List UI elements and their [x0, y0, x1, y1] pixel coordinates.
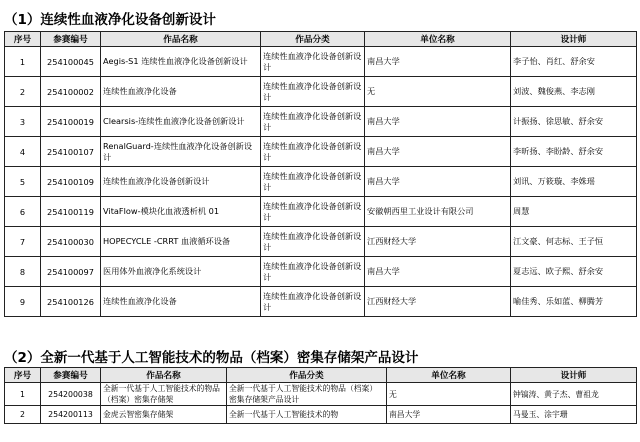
cell-category: 全新一代基于人工智能技术的物品（档案）密集存储架产品设计: [227, 383, 387, 406]
cell-work-name: 医用体外血液净化系统设计: [101, 257, 261, 287]
cell-work-name: 全新一代基于人工智能技术的物品（档案）密集存储架: [101, 383, 227, 406]
cell-organization: 南昌大学: [365, 167, 511, 197]
cell-category: 连续性血液净化设备创新设计: [261, 257, 365, 287]
cell-index: 5: [5, 167, 41, 197]
table-header-row: [5, 368, 637, 383]
table-row: [5, 383, 637, 406]
cell-entry-number: 254100045: [41, 47, 101, 77]
table-row: [5, 287, 637, 317]
table-row: [5, 167, 637, 197]
cell-category: 连续性血液净化设备创新设计: [261, 107, 365, 137]
header-designers: 设计师: [511, 32, 637, 47]
cell-work-name: 连续性血液净化设备创新设计: [101, 167, 261, 197]
header-organization: 单位名称: [365, 32, 511, 47]
cell-index: 9: [5, 287, 41, 317]
cell-index: 1: [5, 47, 41, 77]
cell-designers: 钟镐涛、黄子杰、曹祖龙: [511, 383, 637, 406]
cell-index: 2: [5, 406, 41, 424]
cell-designers: 江文豪、何志标、王子恒: [511, 227, 637, 257]
cell-designers: 李子怡、肖红、舒余安: [511, 47, 637, 77]
cell-entry-number: 254100107: [41, 137, 101, 167]
table-row: [5, 77, 637, 107]
cell-organization: 南昌大学: [365, 257, 511, 287]
table-row: [5, 257, 637, 287]
cell-entry-number: 254100126: [41, 287, 101, 317]
cell-index: 6: [5, 197, 41, 227]
cell-designers: 马曼玉、涂宇珊: [511, 406, 637, 424]
cell-organization: 无: [387, 383, 511, 406]
table-row: [5, 107, 637, 137]
cell-designers: 李昕扬、李盼龄、舒余安: [511, 137, 637, 167]
header-organization: 单位名称: [387, 368, 511, 383]
cell-work-name: VitaFlow-模块化血液透析机 01: [101, 197, 261, 227]
cell-work-name: Clearsis-连续性血液净化设备创新设计: [101, 107, 261, 137]
table-row: [5, 406, 637, 424]
results-table: [4, 31, 637, 317]
results-table: [4, 367, 637, 424]
table-row: [5, 197, 637, 227]
cell-organization: 无: [365, 77, 511, 107]
cell-designers: 刘讯、万筱璇、李姝瑶: [511, 167, 637, 197]
cell-category: 连续性血液净化设备创新设计: [261, 197, 365, 227]
cell-entry-number: 254100119: [41, 197, 101, 227]
header-entry-number: 参赛编号: [41, 32, 101, 47]
cell-entry-number: 254200038: [41, 383, 101, 406]
cell-category: 连续性血液净化设备创新设计: [261, 47, 365, 77]
cell-entry-number: 254200113: [41, 406, 101, 424]
cell-category: 连续性血液净化设备创新设计: [261, 227, 365, 257]
cell-category: 全新一代基于人工智能技术的物: [227, 406, 387, 424]
cell-work-name: 连续性血液净化设备: [101, 287, 261, 317]
section-title: （2）全新一代基于人工智能技术的物品（档案）密集存储架产品设计: [4, 350, 419, 366]
cell-organization: 江西财经大学: [365, 287, 511, 317]
cell-index: 7: [5, 227, 41, 257]
cell-category: 连续性血液净化设备创新设计: [261, 287, 365, 317]
cell-index: 3: [5, 107, 41, 137]
cell-index: 4: [5, 137, 41, 167]
cell-designers: 喻佳秀、乐如蓝、柳腾芳: [511, 287, 637, 317]
cell-index: 1: [5, 383, 41, 406]
table-row: [5, 137, 637, 167]
cell-entry-number: 254100109: [41, 167, 101, 197]
cell-entry-number: 254100030: [41, 227, 101, 257]
header-entry-number: 参赛编号: [41, 368, 101, 383]
cell-entry-number: 254100097: [41, 257, 101, 287]
cell-designers: 周慧: [511, 197, 637, 227]
cell-organization: 江西财经大学: [365, 227, 511, 257]
table-row: [5, 47, 637, 77]
cell-category: 连续性血液净化设备创新设计: [261, 77, 365, 107]
cell-designers: 夏志远、欧子熙、舒余安: [511, 257, 637, 287]
cell-work-name: 连续性血液净化设备: [101, 77, 261, 107]
cell-index: 8: [5, 257, 41, 287]
header-index: 序号: [5, 368, 41, 383]
header-work-name: 作品名称: [101, 32, 261, 47]
cell-organization: 南昌大学: [365, 107, 511, 137]
cell-entry-number: 254100019: [41, 107, 101, 137]
header-designers: 设计师: [511, 368, 637, 383]
header-index: 序号: [5, 32, 41, 47]
table-row: [5, 227, 637, 257]
cell-designers: 刘波、魏俊燕、李志刚: [511, 77, 637, 107]
cell-organization: 南昌大学: [387, 406, 511, 424]
cell-organization: 南昌大学: [365, 47, 511, 77]
header-work-name: 作品名称: [101, 368, 227, 383]
cell-organization: 安徽朝西里工业设计有限公司: [365, 197, 511, 227]
section-title: （1）连续性血液净化设备创新设计: [4, 12, 216, 28]
header-category: 作品分类: [261, 32, 365, 47]
table-header-row: [5, 32, 637, 47]
cell-category: 连续性血液净化设备创新设计: [261, 137, 365, 167]
cell-organization: 南昌大学: [365, 137, 511, 167]
cell-index: 2: [5, 77, 41, 107]
cell-entry-number: 254100002: [41, 77, 101, 107]
cell-work-name: 金虎云智密集存储架: [101, 406, 227, 424]
cell-category: 连续性血液净化设备创新设计: [261, 167, 365, 197]
cell-work-name: RenalGuard-连续性血液净化设备创新设计: [101, 137, 261, 167]
cell-designers: 计振扬、徐思敏、舒余安: [511, 107, 637, 137]
header-category: 作品分类: [227, 368, 387, 383]
cell-work-name: HOPECYCLE -CRRT 血液循环设备: [101, 227, 261, 257]
cell-work-name: Aegis-S1 连续性血液净化设备创新设计: [101, 47, 261, 77]
